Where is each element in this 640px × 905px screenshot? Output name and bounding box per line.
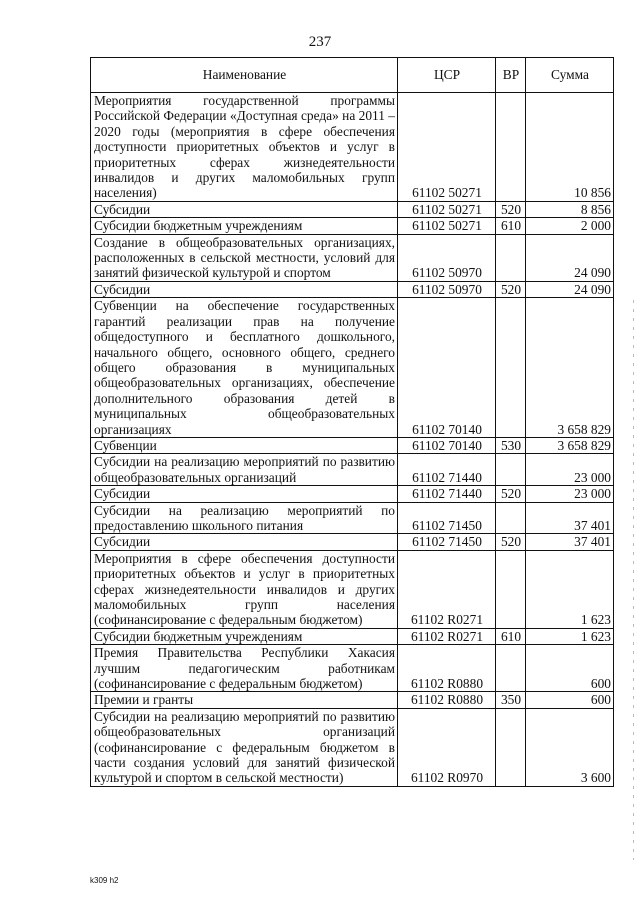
cell-sum: 3 600 bbox=[526, 708, 614, 786]
cell-vr bbox=[496, 502, 526, 534]
cell-csr: 61102 71450 bbox=[398, 502, 496, 534]
cell-name: Субсидии на реализацию мероприятий по развитию общеобразовательных организаций bbox=[91, 454, 398, 486]
cell-sum: 2 000 bbox=[526, 218, 614, 234]
cell-name: Субсидии bbox=[91, 534, 398, 550]
cell-name: Субсидии на реализацию мероприятий по предоставлению школьного питания bbox=[91, 502, 398, 534]
cell-vr: 520 bbox=[496, 534, 526, 550]
table-row bbox=[91, 692, 614, 708]
cell-name: Субвенции bbox=[91, 437, 398, 453]
table-body bbox=[91, 93, 614, 787]
cell-csr: 61102 50970 bbox=[398, 234, 496, 281]
cell-csr: 61102 71450 bbox=[398, 534, 496, 550]
cell-vr: 530 bbox=[496, 437, 526, 453]
header-name: Наименование bbox=[91, 58, 398, 93]
cell-csr: 61102 50271 bbox=[398, 218, 496, 234]
footer-code: k309 h2 bbox=[90, 876, 119, 885]
cell-csr: 61102 70140 bbox=[398, 437, 496, 453]
table-row bbox=[91, 201, 614, 217]
table-row bbox=[91, 550, 614, 628]
table-header-row bbox=[91, 58, 614, 93]
table-row bbox=[91, 486, 614, 502]
table-row bbox=[91, 298, 614, 438]
cell-csr: 61102 R0970 bbox=[398, 708, 496, 786]
cell-sum: 600 bbox=[526, 692, 614, 708]
cell-sum: 37 401 bbox=[526, 534, 614, 550]
cell-sum: 24 090 bbox=[526, 281, 614, 297]
cell-sum: 23 000 bbox=[526, 454, 614, 486]
cell-name: Субсидии на реализацию мероприятий по развитию общеобразовательных организаций (софинансирование с федеральным бюджетом в части создания условий для занятий физической культурой и спортом в сельской местности) bbox=[91, 708, 398, 786]
cell-name: Премия Правительства Республики Хакасия лучшим педагогическим работникам (софинансирование с федеральным бюджетом) bbox=[91, 645, 398, 692]
cell-name: Субсидии bbox=[91, 201, 398, 217]
cell-csr: 61102 R0880 bbox=[398, 645, 496, 692]
table-row bbox=[91, 234, 614, 281]
cell-sum: 1 623 bbox=[526, 550, 614, 628]
cell-csr: 61102 R0271 bbox=[398, 550, 496, 628]
cell-name: Субсидии bbox=[91, 281, 398, 297]
table-row bbox=[91, 645, 614, 692]
cell-sum: 3 658 829 bbox=[526, 437, 614, 453]
cell-vr bbox=[496, 708, 526, 786]
table-row bbox=[91, 708, 614, 786]
cell-vr bbox=[496, 234, 526, 281]
cell-vr: 350 bbox=[496, 692, 526, 708]
cell-csr: 61102 50271 bbox=[398, 201, 496, 217]
cell-csr: 61102 71440 bbox=[398, 486, 496, 502]
table-row bbox=[91, 437, 614, 453]
table-row bbox=[91, 281, 614, 297]
cell-vr bbox=[496, 454, 526, 486]
header-csr: ЦСР bbox=[398, 58, 496, 93]
cell-name: Субсидии бюджетным учреждениям bbox=[91, 218, 398, 234]
cell-vr: 610 bbox=[496, 628, 526, 644]
cell-sum: 10 856 bbox=[526, 93, 614, 202]
cell-sum: 1 623 bbox=[526, 628, 614, 644]
cell-csr: 61102 70140 bbox=[398, 298, 496, 438]
cell-name: Премии и гранты bbox=[91, 692, 398, 708]
cell-vr bbox=[496, 645, 526, 692]
cell-name: Мероприятия государственной программы Российской Федерации «Доступная среда» на 2011 – 2020 годы (мероприятия в сфере обеспечения доступности приоритетных объектов и услуг в приоритетных сферах жизнедеятельности инвалидов и других маломобильных групп населения) bbox=[91, 93, 398, 202]
table-row bbox=[91, 628, 614, 644]
cell-vr bbox=[496, 550, 526, 628]
cell-sum: 23 000 bbox=[526, 486, 614, 502]
table-row bbox=[91, 454, 614, 486]
page-number: 237 bbox=[308, 34, 332, 50]
cell-csr: 61102 50970 bbox=[398, 281, 496, 297]
cell-vr bbox=[496, 298, 526, 438]
table-row bbox=[91, 93, 614, 202]
cell-vr: 610 bbox=[496, 218, 526, 234]
cell-csr: 61102 50271 bbox=[398, 93, 496, 202]
cell-vr bbox=[496, 93, 526, 202]
cell-vr: 520 bbox=[496, 281, 526, 297]
cell-name: Субсидии бюджетным учреждениям bbox=[91, 628, 398, 644]
cell-name: Создание в общеобразовательных организациях, расположенных в сельской местности, условий для занятий физической культурой и спортом bbox=[91, 234, 398, 281]
cell-vr: 520 bbox=[496, 201, 526, 217]
cell-sum: 600 bbox=[526, 645, 614, 692]
cell-name: Субсидии bbox=[91, 486, 398, 502]
header-vr: ВР bbox=[496, 58, 526, 93]
header-sum: Сумма bbox=[526, 58, 614, 93]
cell-csr: 61102 71440 bbox=[398, 454, 496, 486]
cell-sum: 24 090 bbox=[526, 234, 614, 281]
cell-name: Мероприятия в сфере обеспечения доступности приоритетных объектов и услуг в приоритетных сферах жизнедеятельности инвалидов и других маломобильных групп населения (софинансирование с федеральным бюджетом) bbox=[91, 550, 398, 628]
cell-csr: 61102 R0880 bbox=[398, 692, 496, 708]
budget-table bbox=[90, 57, 614, 787]
table-row bbox=[91, 534, 614, 550]
cell-name: Субвенции на обеспечение государственных гарантий реализации прав на получение общедоступного и бесплатного дошкольного, начального общего, основного общего, среднего общего образования в муниципальных общеобразовательных организациях, обеспечение дополнительного образования детей в муниципальных общеобразовательных организациях bbox=[91, 298, 398, 438]
cell-sum: 8 856 bbox=[526, 201, 614, 217]
table-row bbox=[91, 218, 614, 234]
scan-edge-mark bbox=[633, 300, 634, 860]
table-row bbox=[91, 502, 614, 534]
cell-sum: 37 401 bbox=[526, 502, 614, 534]
cell-vr: 520 bbox=[496, 486, 526, 502]
cell-csr: 61102 R0271 bbox=[398, 628, 496, 644]
cell-sum: 3 658 829 bbox=[526, 298, 614, 438]
